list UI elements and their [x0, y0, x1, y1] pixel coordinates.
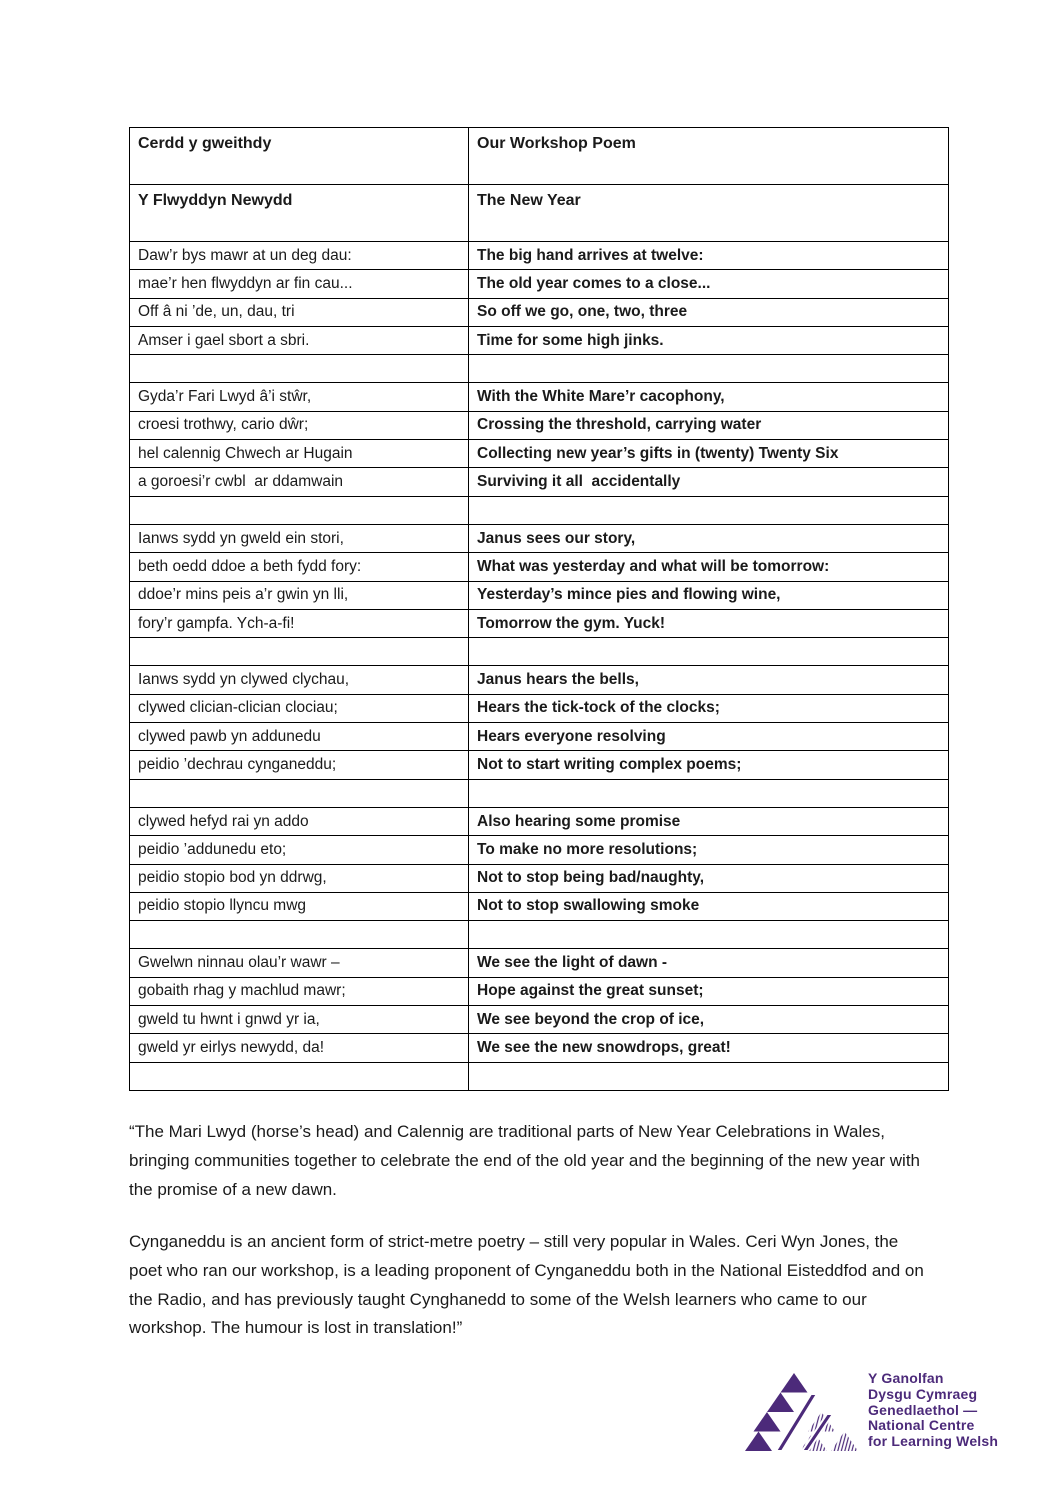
- welsh-cell: croesi trothwy, cario dŵr;: [130, 411, 469, 439]
- table-row: [130, 524, 949, 552]
- english-cell: Janus sees our story,: [469, 524, 949, 552]
- welsh-cell: [130, 355, 469, 383]
- table-row: [130, 807, 949, 835]
- welsh-cell: mae’r hen flwyddyn ar fin cau...: [130, 270, 469, 298]
- header-welsh: Cerdd y gweithdy: [130, 128, 469, 185]
- table-row: [130, 1034, 949, 1062]
- english-cell: [469, 779, 949, 807]
- welsh-cell: [130, 638, 469, 666]
- table-row: [130, 949, 949, 977]
- table-title-row: [130, 185, 949, 242]
- table-row: [130, 496, 949, 524]
- english-cell: Time for some high jinks.: [469, 326, 949, 354]
- table-row: [130, 723, 949, 751]
- english-cell: Not to start writing complex poems;: [469, 751, 949, 779]
- english-cell: The old year comes to a close...: [469, 270, 949, 298]
- english-cell: Not to stop being bad/naughty,: [469, 864, 949, 892]
- welsh-cell: gweld tu hwnt i gnwd yr ia,: [130, 1006, 469, 1034]
- english-cell: We see the light of dawn -: [469, 949, 949, 977]
- logo-line: Dysgu Cymraeg: [868, 1385, 978, 1402]
- english-cell: Hears the tick-tock of the clocks;: [469, 694, 949, 722]
- english-cell: [469, 496, 949, 524]
- table-row: [130, 298, 949, 326]
- welsh-cell: peidio stopio llyncu mwg: [130, 892, 469, 920]
- english-cell: Surviving it all accidentally: [469, 468, 949, 496]
- english-cell: We see the new snowdrops, great!: [469, 1034, 949, 1062]
- table-row: [130, 836, 949, 864]
- welsh-cell: beth oedd ddoe a beth fydd fory:: [130, 553, 469, 581]
- english-cell: So off we go, one, two, three: [469, 298, 949, 326]
- title-welsh: Y Flwyddyn Newydd: [130, 185, 469, 242]
- welsh-cell: [130, 779, 469, 807]
- table-row: [130, 751, 949, 779]
- table-row: [130, 977, 949, 1005]
- welsh-cell: Ianws sydd yn gweld ein stori,: [130, 524, 469, 552]
- table-row: [130, 242, 949, 270]
- welsh-cell: Ianws sydd yn clywed clychau,: [130, 666, 469, 694]
- welsh-cell: Off â ni ’de, un, dau, tri: [130, 298, 469, 326]
- table-row: [130, 921, 949, 949]
- table-row: [130, 383, 949, 411]
- welsh-cell: clywed pawb yn addunedu: [130, 723, 469, 751]
- welsh-cell: [130, 921, 469, 949]
- english-cell: The big hand arrives at twelve:: [469, 242, 949, 270]
- welsh-cell: ddoe’r mins peis a’r gwin yn lli,: [130, 581, 469, 609]
- welsh-cell: gobaith rhag y machlud mawr;: [130, 977, 469, 1005]
- logo-line: National Centre: [868, 1417, 975, 1434]
- table-row: [130, 779, 949, 807]
- welsh-cell: clywed clician-clician clociau;: [130, 694, 469, 722]
- english-cell: [469, 355, 949, 383]
- welsh-cell: Amser i gael sbort a sbri.: [130, 326, 469, 354]
- english-cell: Hope against the great sunset;: [469, 977, 949, 1005]
- english-cell: Crossing the threshold, carrying water: [469, 411, 949, 439]
- table-row: [130, 666, 949, 694]
- table-row: [130, 270, 949, 298]
- title-english: The New Year: [469, 185, 949, 242]
- table-row: [130, 326, 949, 354]
- table-row: [130, 864, 949, 892]
- table-row: [130, 581, 949, 609]
- logo-line: Y Ganolfan: [868, 1370, 944, 1386]
- table-row: [130, 553, 949, 581]
- table-row: [130, 1006, 949, 1034]
- english-cell: Janus hears the bells,: [469, 666, 949, 694]
- table-row: [130, 468, 949, 496]
- table-row: [130, 609, 949, 637]
- logo-text: [868, 1371, 998, 1450]
- english-cell: Not to stop swallowing smoke: [469, 892, 949, 920]
- welsh-cell: Gyda’r Fari Lwyd â’i stŵr,: [130, 383, 469, 411]
- welsh-cell: gweld yr eirlys newydd, da!: [130, 1034, 469, 1062]
- welsh-cell: Daw’r bys mawr at un deg dau:: [130, 242, 469, 270]
- english-cell: [469, 921, 949, 949]
- english-cell: Yesterday’s mince pies and flowing wine,: [469, 581, 949, 609]
- welsh-cell: [130, 1062, 469, 1090]
- english-cell: Tomorrow the gym. Yuck!: [469, 609, 949, 637]
- table-row: [130, 355, 949, 383]
- english-cell: Collecting new year’s gifts in (twenty) Twenty Six: [469, 440, 949, 468]
- english-cell: To make no more resolutions;: [469, 836, 949, 864]
- english-cell: What was yesterday and what will be tomorrow:: [469, 553, 949, 581]
- english-cell: Hears everyone resolving: [469, 723, 949, 751]
- welsh-cell: clywed hefyd rai yn addo: [130, 807, 469, 835]
- welsh-cell: peidio stopio bod yn ddrwg,: [130, 864, 469, 892]
- table-row: [130, 411, 949, 439]
- welsh-cell: [130, 496, 469, 524]
- english-cell: We see beyond the crop of ice,: [469, 1006, 949, 1034]
- english-cell: With the White Mare’r cacophony,: [469, 383, 949, 411]
- header-english: Our Workshop Poem: [469, 128, 949, 185]
- english-cell: Also hearing some promise: [469, 807, 949, 835]
- paragraph-mari-lwyd: “The Mari Lwyd (horse’s head) and Calennig are traditional parts of New Year Celebrations in Wales, bringing communities together to celebrate the end of the old year and the beginning of the new year with the promise of a new dawn.: [129, 1122, 921, 1199]
- learn-welsh-logo: [745, 1368, 998, 1451]
- paragraph-cynganeddu: Cynganeddu is an ancient form of strict-metre poetry – still very popular in Wales. Ceri Wyn Jones, the poet who ran our workshop, is a leading proponent of Cynganeddu both in the National Eisteddfod and on the Radio, and has previously taught Cynghanedd to some of the Welsh learners who came to our workshop. The humour is lost in translation!”: [129, 1232, 924, 1338]
- logo-line: Genedlaethol —: [868, 1401, 978, 1418]
- welsh-cell: a goroesi’r cwbl ar ddamwain: [130, 468, 469, 496]
- table-header-row: [130, 128, 949, 185]
- welsh-cell: fory’r gampfa. Ych-a-fi!: [130, 609, 469, 637]
- table-row: [130, 638, 949, 666]
- table-row: [130, 1062, 949, 1090]
- table-row: [130, 694, 949, 722]
- poem-table: [129, 127, 949, 1091]
- logo-line: for Learning Welsh: [868, 1433, 999, 1450]
- english-cell: [469, 1062, 949, 1090]
- welsh-cell: peidio ’addunedu eto;: [130, 836, 469, 864]
- dysgu-cymraeg-triangle-icon: [745, 1373, 858, 1451]
- welsh-cell: Gwelwn ninnau olau’r wawr –: [130, 949, 469, 977]
- table-row: [130, 892, 949, 920]
- table-row: [130, 440, 949, 468]
- english-cell: [469, 638, 949, 666]
- welsh-cell: hel calennig Chwech ar Hugain: [130, 440, 469, 468]
- welsh-cell: peidio ’dechrau cynganeddu;: [130, 751, 469, 779]
